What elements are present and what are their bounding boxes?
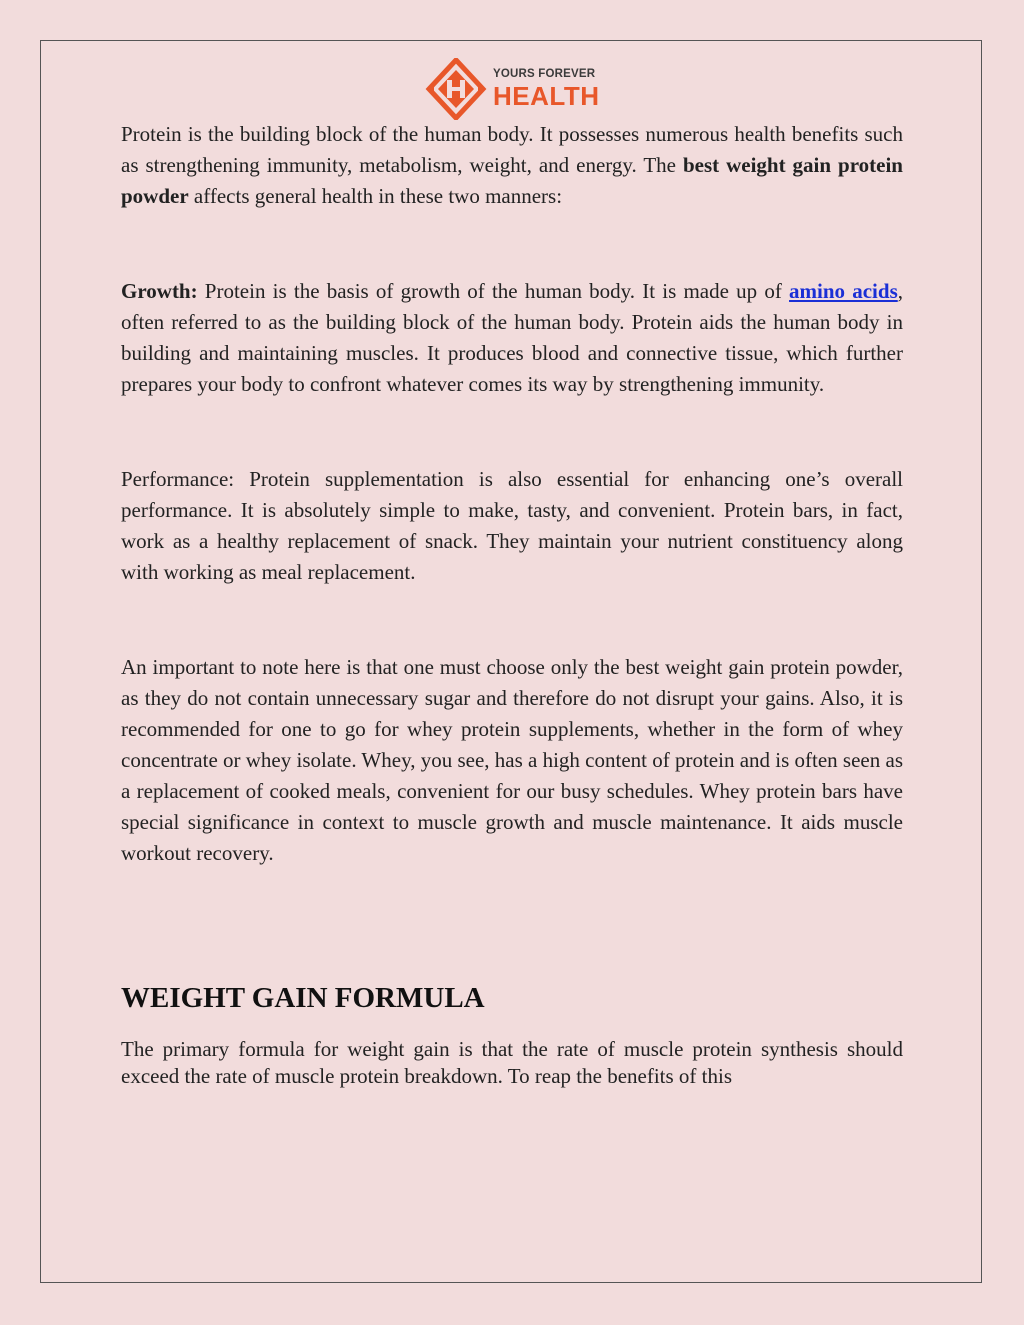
article-body (121, 119, 903, 1090)
performance-paragraph: Performance: Protein supplementation is also essential for enhancing one’s overall performance. It is absolutely simple to make, tasty, and convenient. Protein bars, in fact, work as a healthy replacement of snack. They maintain your nutrient constituency along with working as meal replacement. (121, 467, 903, 584)
growth-paragraph: Growth: Protein is the basis of growth of the human body. It is made up of amino acids, often referred to as the building block of the human body. Protein aids the human body in building and maintaining muscles. It produces blood and connective tissue, which further prepares your body to confront whatever comes its way by strengthening immunity. (121, 279, 903, 396)
brand-logo[interactable] (425, 58, 600, 120)
logo-mark-icon (425, 58, 487, 120)
bold-keyword: best weight gain protein powder (121, 153, 903, 208)
section-heading: WEIGHT GAIN FORMULA (121, 982, 485, 1014)
note-paragraph: An important to note here is that one must choose only the best weight gain protein powder, as they do not contain unnecessary sugar and therefore do not disrupt your gains. Also, it is recommended for one to go for whey protein supplements, whether in the form of whey concentrate or whey isolate. Whey, you see, has a high content of protein and is often seen as a replacement of cooked meals, convenient for our busy schedules. Whey protein bars have special significance in context to muscle growth and muscle maintenance. It aids muscle workout recovery. (121, 655, 903, 865)
growth-lead: Growth: (121, 279, 198, 303)
formula-paragraph: The primary formula for weight gain is that the rate of muscle protein synthesis should exceed the rate of muscle protein breakdown. To reap the benefits of this (121, 1037, 903, 1088)
logo-tagline: YOURS FOREVER (493, 68, 596, 81)
logo-wordmark: HEALTH (493, 80, 600, 111)
intro-paragraph: Protein is the building block of the human body. It possesses numerous health benefits such as strengthening immunity, metabolism, weight, and energy. The best weight gain protein powder affects general health in these two manners: (121, 122, 903, 208)
amino-acids-link[interactable]: amino acids (789, 279, 898, 303)
